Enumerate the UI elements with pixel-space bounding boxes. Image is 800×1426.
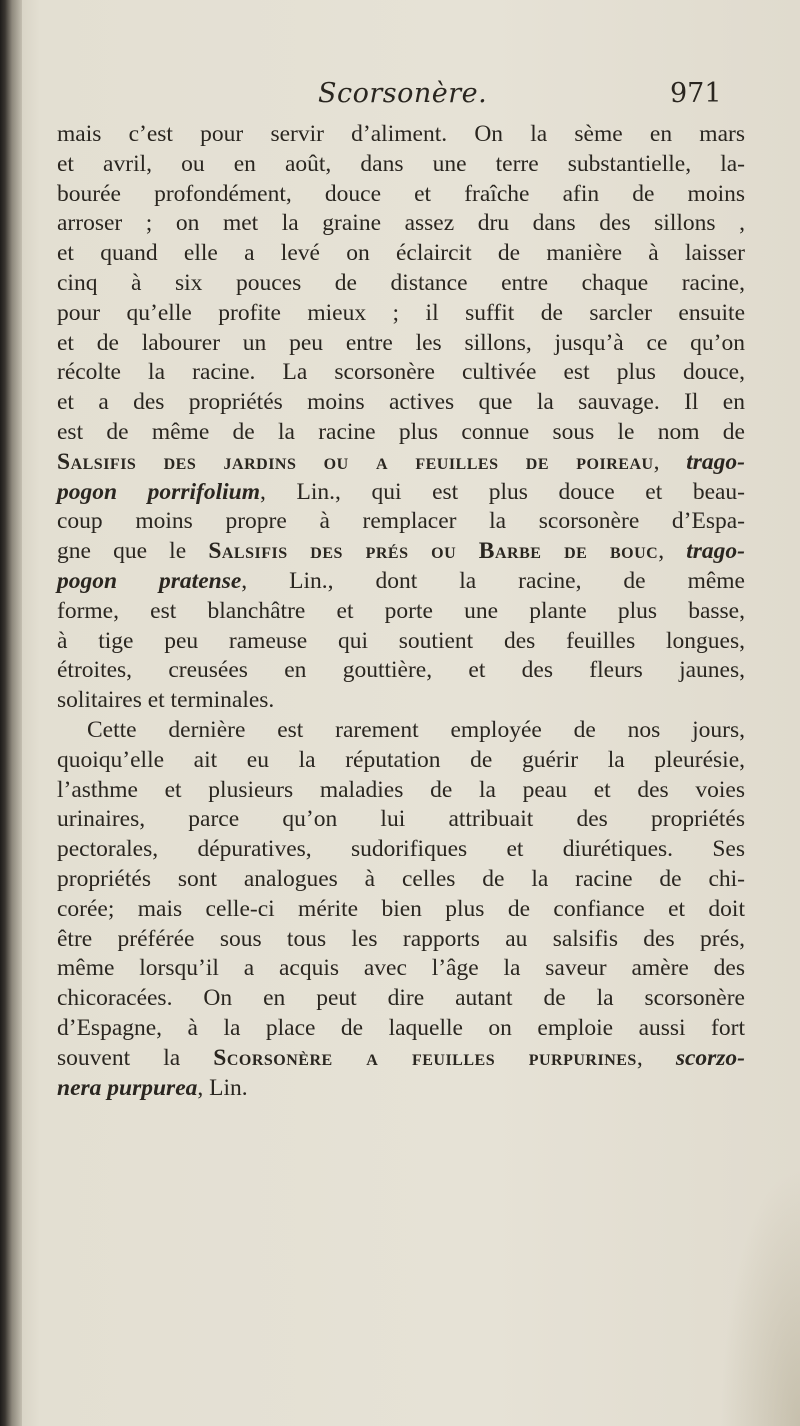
page-header	[0, 78, 800, 118]
text-line	[57, 180, 745, 210]
text-run: urinaires, parce qu’on lui attribuait des propriétés	[57, 806, 745, 833]
text-run: arroser ; on met la graine assez dru dans des sillons ,	[57, 210, 745, 237]
text-run: quoiqu’elle ait eu la réputation de guérir la pleurésie,	[57, 746, 745, 773]
text-run: est de même de la racine plus connue sous le nom de	[57, 418, 745, 445]
text-run: ,	[658, 538, 687, 565]
text-line	[57, 746, 745, 776]
text-run: , Lin., qui est plus douce et beau-	[259, 478, 746, 505]
text-line	[57, 269, 745, 299]
text-line	[57, 537, 745, 567]
text-run: souvent la	[57, 1044, 214, 1071]
text-line	[57, 597, 745, 627]
text-run: propriétés sont analogues à celles de la racine de chi-	[57, 865, 745, 892]
text-run: cinq à six pouces de distance entre chaque racine,	[57, 269, 745, 296]
text-run: Cette dernière est rarement employée de nos jours,	[87, 716, 745, 743]
text-run: coup moins propre à remplacer la scorsonère d’Espa-	[57, 508, 745, 535]
latin-name: scorzo-	[675, 1044, 746, 1071]
text-line	[57, 299, 745, 329]
text-run: gne que le	[57, 538, 209, 565]
text-run: solitaires et terminales.	[57, 687, 275, 714]
small-caps-name: Salsifis des jardins ou a feuilles de poireau	[57, 448, 654, 475]
text-line	[57, 120, 745, 150]
text-run: à tige peu rameuse qui soutient des feuilles longues,	[57, 627, 745, 654]
text-line	[57, 925, 745, 955]
text-run: d’Espagne, à la place de laquelle on emploie aussi fort	[57, 1014, 745, 1041]
latin-name: nera purpurea	[57, 1074, 198, 1101]
text-line	[57, 835, 745, 865]
text-line	[57, 686, 745, 716]
text-line	[57, 776, 745, 806]
latin-name: pogon porrifolium	[57, 478, 260, 505]
text-run: pectorales, dépuratives, sudorifiques et diurétiques. Ses	[57, 836, 745, 863]
text-run: être préférée sous tous les rapports au salsifis des prés,	[57, 925, 745, 952]
text-run: chicoracées. On en peut dire autant de la scorsonère	[57, 985, 745, 1012]
text-run: même lorsqu’il a acquis avec l’âge la saveur amère des	[57, 955, 745, 982]
text-run: forme, est blanchâtre et porte une plante plus basse,	[57, 597, 745, 624]
text-run: mais c’est pour servir d’aliment. On la sème en mars	[57, 121, 745, 147]
text-line	[57, 388, 745, 418]
text-line	[57, 627, 745, 657]
text-line	[57, 805, 745, 835]
text-run: et avril, ou en août, dans une terre substantielle, la-	[57, 150, 745, 177]
text-line	[57, 1044, 745, 1074]
text-run: et quand elle a levé on éclaircit de manière à laisser	[57, 240, 745, 267]
text-run: l’asthme et plusieurs maladies de la peau et des voies	[57, 776, 745, 803]
text-run: ,	[653, 448, 687, 475]
text-line	[57, 418, 745, 448]
paper-stain	[720, 1166, 800, 1426]
text-run: bourée profondément, douce et fraîche afin de moins	[57, 180, 745, 207]
latin-name: trago-	[686, 448, 745, 475]
text-line	[57, 358, 745, 388]
text-line	[57, 478, 745, 508]
running-title: Scorsonère.	[318, 78, 488, 109]
text-line	[57, 329, 745, 359]
text-line	[57, 239, 745, 269]
text-run: , Lin.	[197, 1074, 248, 1101]
text-line	[57, 448, 745, 478]
body-text	[57, 120, 745, 1103]
text-run: , Lin., dont la racine, de même	[241, 567, 745, 594]
text-run: et a des propriétés moins actives que la sauvage. Il en	[57, 389, 745, 416]
text-line	[57, 150, 745, 180]
text-run: corée; mais celle-ci mérite bien plus de confiance et doit	[57, 895, 745, 922]
text-run: et de labourer un peu entre les sillons, jusqu’à ce qu’on	[57, 329, 745, 356]
small-caps-name: Salsifis des prés ou Barbe de bouc	[208, 538, 659, 565]
text-line	[57, 507, 745, 537]
text-run: pour qu’elle profite mieux ; il suffit de sarcler ensuite	[57, 299, 745, 326]
latin-name: pogon pratense	[57, 567, 242, 594]
text-line	[57, 209, 745, 239]
text-line	[57, 984, 745, 1014]
page-number: 971	[670, 78, 722, 109]
text-line	[57, 656, 745, 686]
text-line	[57, 567, 745, 597]
latin-name: trago-	[686, 538, 745, 565]
small-caps-name: Scorsonère a feuilles purpurines	[213, 1044, 637, 1071]
text-run: ,	[636, 1044, 676, 1071]
text-line	[57, 1074, 745, 1104]
book-binding-edge	[0, 0, 22, 1426]
text-run: étroites, creusées en gouttière, et des fleurs jaunes,	[57, 657, 745, 684]
text-line	[57, 895, 745, 925]
text-line	[57, 865, 745, 895]
text-line	[57, 1014, 745, 1044]
text-line	[57, 954, 745, 984]
text-run: récolte la racine. La scorsonère cultivée est plus douce,	[57, 359, 745, 386]
text-line	[57, 716, 745, 746]
